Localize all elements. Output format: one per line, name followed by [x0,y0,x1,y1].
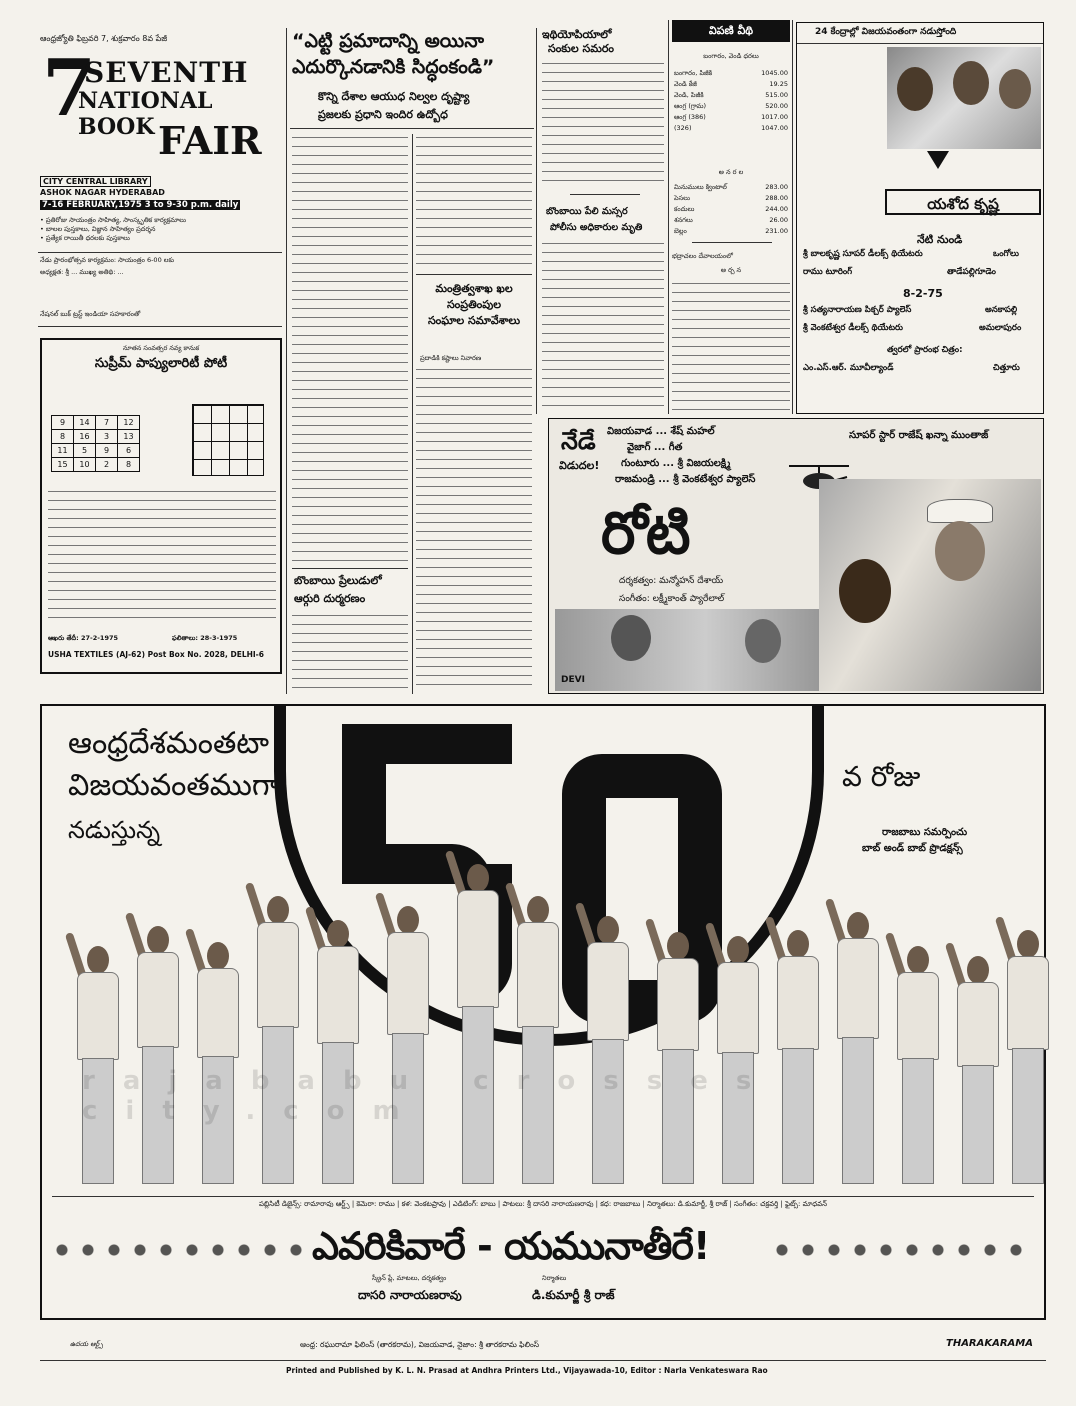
puzzle-grid-cell: 9 [95,443,118,458]
puzzle-answer-grid [192,404,264,476]
roti-stars-photo [819,479,1041,691]
yasoda-theater-2-town: తాడేపల్లిగూడెం [947,267,996,277]
book-fair-bullet-3: • ప్రత్యేక రాయితీ ధరలకు పుస్తకాలు [40,234,130,242]
story3-headline-2: పోలీసు అధికారుల మృతి [550,222,643,233]
yasoda-theater-4-town: అమలాపురం [979,323,1022,333]
market-price: 1017.00 [761,113,788,121]
puzzle-result-date: ఫలితాలు: 28-3-1975 [172,634,238,642]
puzzle-ad [40,338,282,674]
puzzle-grid-cell: 8 [117,457,140,472]
puzzle-grid-cell: 5 [73,443,96,458]
book-fair-title-line3: FAIR [158,118,262,163]
main-headline-2: ఎదుర్కొనడానికి సిద్ధంకండి” [292,56,495,78]
left-logo-mark: ఉదయ ఆర్ట్స్ [70,1340,104,1348]
market-section [672,20,790,414]
story4-sub: ప్రదాడికి కష్టాలు నివారణ [420,354,482,362]
decor-left-icon [52,1232,308,1268]
market-row [674,226,788,237]
market-row [674,215,788,226]
main-story-body-col2 [416,134,532,268]
group-person [1000,930,1056,1186]
book-fair-venue2: ASHOK NAGAR HYDERABAD [40,188,165,197]
decor-right-icon [772,1232,1022,1268]
yasoda-soon-town: చిత్తూరు [993,363,1020,373]
roti-theater-1: విజయవాడ ... శేష్ మహల్ [607,426,715,437]
market-price: 515.00 [765,91,788,99]
roti-collage-photo [555,609,855,691]
yasoda-logo-icon [927,151,949,169]
director-label: స్క్రీన్ ప్లే, మాటలు, దర్శకత్వం [372,1274,447,1282]
left-line-1: ఆంధ్రదేశమంతటా [68,726,270,761]
puzzle-rules-text [48,488,276,618]
market-footer-sub: అ ర్చ న [720,266,742,274]
group-person [310,920,366,1186]
yasoda-soon-theater: ఎం.ఎస్.ఆర్. మూవీల్యాండ్ [803,363,894,373]
producers-names: డి.కుమార్జీ శ్రీ రాజ్ [532,1288,615,1302]
group-person [650,932,706,1186]
book-fair-dates: 7-16 FEBRUARY,1975 3 to 9-30 p.m. daily [42,200,239,210]
roti-title: రోటి [601,499,691,567]
story4-headline-3: సంఘాల సమావేశాలు [427,314,521,327]
producer-line-2: బాబ్ అండ్ బాబ్ ప్రొడక్షన్స్ [862,843,963,854]
market-item: మినుములు క్వింటాల్ [674,183,727,191]
main-subhead-1: కొన్ని దేశాల ఆయుధ నిల్వల దృష్ట్యా [318,90,470,103]
group-person [770,930,826,1186]
market-footer-body [672,280,790,412]
market-row [674,79,788,90]
main-story-body-col1 [292,134,408,564]
puzzle-address: USHA TEXTILES (AJ-62) Post Box No. 2028, DELHI-6 [48,650,265,659]
watermark: rajababu crosses city.com [82,1066,780,1126]
story5-headline-1: బొంబాయి ప్రేలుడులో [294,574,382,587]
market-item: (326) [674,124,692,132]
market-row [674,204,788,215]
yasoda-from-today: నేటి నుండి [917,233,963,246]
story2-body [542,60,664,186]
movie-title: ఎవరికివారే - యమునాతీరే! [312,1224,710,1268]
puzzle-title: సుప్రీమ్ పాప్యులారిటీ పోటీ [94,356,228,371]
book-fair-ad [38,43,282,248]
group-person [580,916,636,1186]
story3-body [542,240,664,410]
puzzle-grid-cell: 12 [117,415,140,430]
market-subtitle: బంగారం, వెండి ధరలు [703,52,759,60]
puzzle-grid-cell: 13 [117,429,140,444]
yasoda-photo [887,47,1041,149]
market-price: 19.25 [769,80,788,88]
market-price-table [674,68,788,134]
story3-headline-1: బొంబాయి పేలి మస్సర [546,206,628,217]
roti-theater-3: గుంటూరు ... శ్రీ విజయలక్ష్మి [621,458,731,469]
yasoda-theater-1: శ్రీ బాలకృష్ణ సూపర్ డీలక్స్ థియేటరు [803,249,923,259]
book-fair-bullet-2: • బాలల పుస్తకాలు, విజ్ఞాన సాహిత్యం ప్రదర్శన [40,225,156,233]
puzzle-grid-cell: 2 [95,457,118,472]
puzzle-last-date: ఆఖరు తేదీ: 27-2-1975 [48,634,119,642]
book-fair-note-1: నేడు ప్రారంభోత్సవ కార్యక్రమం: సాయంత్రం 6-00 లకు [40,256,175,264]
right-line-days: వ రోజు [842,760,921,793]
market-price: 231.00 [765,227,788,235]
fifty-days-ad [40,704,1046,1320]
market-item: పెసలు [674,194,691,202]
market-row [674,182,788,193]
group-person [830,912,886,1186]
market-footer-line: భద్రాచలం దేవాలయంలో [672,252,733,260]
yasoda-date: 8-2-75 [903,287,943,300]
puzzle-grid-cell: 6 [117,443,140,458]
market-price: 520.00 [765,102,788,110]
masthead-date-line: ఆంధ్రజ్యోతి ఫిబ్రవరి 7, శుక్రవారం 8వ పేజీ [40,34,168,43]
market-price: 283.00 [765,183,788,191]
market-row [674,123,788,134]
market-price: 26.00 [769,216,788,224]
puzzle-number-grid [52,416,144,472]
puzzle-grid-cell: 10 [73,457,96,472]
yasoda-krishna-ad [796,22,1044,414]
group-person [130,926,186,1186]
puzzle-grid-cell: 15 [51,457,74,472]
market-item: బెల్లం [674,227,687,235]
puzzle-grid-cell: 3 [95,429,118,444]
left-line-3: నడుస్తున్న [68,816,161,844]
group-person [380,906,436,1186]
book-fair-title-line2: NATIONAL BOOK [78,88,213,140]
book-fair-title-line1: SEVENTH [84,56,249,89]
book-fair-bullet-1: • ప్రతిరోజు సాయంత్రం సాహిత్య, సాంస్కృతిక కార్యక్రమాలు [40,216,186,224]
market-item: వెండి, పిజీకి [674,91,704,99]
main-subhead-2: ప్రజలకు ప్రధాని ఇందిర ఉద్బోధ [318,108,448,121]
yasoda-theater-4: శ్రీ వెంకటేశ్వర డీలక్స్ థియేటరు [803,323,903,333]
yasoda-soon-label: త్వరలో ప్రారంభ చిత్రం: [887,345,963,355]
book-fair-seven-numeral: 7 [42,43,97,134]
story2-headline-2: సంకుల సమరం [548,42,614,55]
market-row [674,90,788,101]
market-price: 288.00 [765,194,788,202]
left-line-2: విజయవంతముగా [68,768,280,803]
roti-distributor: DEVI [561,675,585,685]
puzzle-grid-cell: 16 [73,429,96,444]
market-row [674,68,788,79]
book-fair-note-3: నేషనల్ బుక్ ట్రస్ట్ ఇండియా సహకారంతో [40,310,141,318]
roti-direction: దర్శకత్వం: మన్మోహన్ దేశాయ్ [619,576,724,586]
market-item: ఆంగ్ర (386) [674,113,706,121]
market-title: విపణి వీథి [672,20,790,42]
market-row [674,101,788,112]
market-item: కందులు [674,205,695,213]
producers-label: నిర్మాతలు [542,1274,567,1282]
main-headline-1: “ఎట్టి ప్రమాదాన్ని అయినా [292,30,484,52]
group-person [250,896,306,1186]
roti-stars: సూపర్ స్టార్ రాజేష్ ఖన్నా ముంతాజ్ [849,430,989,441]
puzzle-grid-cell: 14 [73,415,96,430]
market-item: వెండి కేజీ [674,80,697,88]
group-person [450,864,506,1186]
yasoda-theater-3-town: అనకాపల్లి [985,305,1018,315]
market-item: బంగారం, పిజీకి [674,69,713,77]
puzzle-grid-cell: 9 [51,415,74,430]
market-item: ఆంగ్ర (గ్రామ) [674,102,707,110]
story5-headline-2: ఆర్గురి దుర్మరణం [294,592,366,605]
yasoda-theater-3: శ్రీ సత్యనారాయణ పిక్చర్ ప్యాలెస్ [803,305,912,315]
market-item: శనగలు [674,216,693,224]
market-price: 1047.00 [761,124,788,132]
imprint-line: Printed and Published by K. L. N. Prasad at Andhra Printers Ltd., Vijayawada-10, Editor : Narla Venkateswara Rao [286,1366,768,1375]
group-person [710,936,766,1186]
group-person [510,896,566,1186]
market-price: 244.00 [765,205,788,213]
market-grain-table [674,182,788,237]
producer-line-1: రాజబాబు సమర్పించు [882,827,968,838]
roti-today: నేడే [561,427,596,455]
story2-headline-1: ఇథియోపియాలో [542,28,612,41]
book-fair-venue1: CITY CENTRAL LIBRARY [40,176,151,187]
credits-row: పబ్లిసిటీ డిజైన్స్: రామారావు ఆర్ట్స్ | కెమెరా: రాము | కళ: వెంకటప్రావు | ఎడిటింగ్: బాబు | పాటలు: శ్రీ దాసరి నారాయణరావు | కధ: రాజబాబు | నిర్మాతలు: డి.కుమార్జీ, శ్రీ రాజ్ | సంగీతం: చక్రవర్తి | ఫైట్స్: మాధవన్ [258,1200,828,1208]
distributors-line: ఆంధ్ర: రఘురామా ఫిలింస్ (తారకరామ), విజయవాడ, నైజాం: శ్రీ తారకరామ ఫిలింస్ [300,1340,540,1349]
cast-crew-group-photo [60,846,1030,1186]
market-row [674,193,788,204]
yasoda-tagline: 24 కేంద్రాల్లో విజయవంతంగా నడుస్తోంది [815,27,957,37]
puzzle-grid-cell: 8 [51,429,74,444]
yasoda-theater-1-town: ఒంగోలు [993,249,1019,259]
yasoda-title: యశోద కృష్ణ [885,189,1041,215]
group-person [190,942,246,1186]
roti-ad [548,418,1044,694]
story4-body [416,366,532,692]
market-subtitle2: అ న ర ల [718,168,744,176]
story4-headline-1: మంత్రిత్వశాఖ ఖల [435,282,513,295]
book-fair-note-2: అధ్యక్షత: శ్రీ ... ముఖ్య అతిథి: ... [40,268,124,276]
roti-theater-4: రాజమండ్రి ... శ్రీ వెంకటేశ్వర ప్యాలెస్ [615,474,756,485]
roti-release: విడుదల! [559,459,600,472]
director-name: దాసరి నారాయణరావు [358,1288,462,1302]
market-price: 1045.00 [761,69,788,77]
roti-theater-2: వైజాగ్ ... గీత [627,442,683,453]
story5-body [292,612,408,692]
yasoda-theater-2: రాము టూరింగ్ [803,267,853,277]
puzzle-heading: నూతన సంవత్సర నవ్య కానుక [122,344,200,352]
puzzle-grid-cell: 7 [95,415,118,430]
puzzle-grid-cell: 11 [51,443,74,458]
market-row [674,112,788,123]
right-logo-mark: THARAKARAMA [946,1338,1033,1349]
roti-music: సంగీతం: లక్ష్మీకాంత్ ప్యారేలాల్ [619,594,725,604]
story4-headline-2: సంప్రతింపుల [446,298,502,311]
